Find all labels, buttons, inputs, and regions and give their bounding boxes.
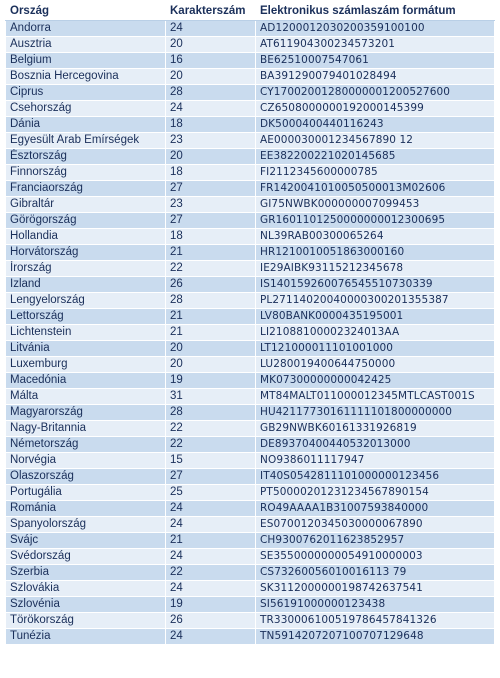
table-row — [6, 405, 495, 421]
length-cell: 20 — [166, 357, 256, 373]
header-row — [6, 3, 495, 21]
format-cell: SI56191000000123438 — [256, 597, 495, 613]
table-row — [6, 581, 495, 597]
length-cell: 27 — [166, 469, 256, 485]
country-cell: Finnország — [6, 165, 166, 181]
length-cell: 28 — [166, 85, 256, 101]
length-cell: 23 — [166, 197, 256, 213]
table-row — [6, 37, 495, 53]
table-row — [6, 533, 495, 549]
format-cell: LU280019400644750000 — [256, 357, 495, 373]
country-cell: Bosznia Hercegovina — [6, 69, 166, 85]
iban-table-container — [5, 2, 494, 645]
country-cell: Szerbia — [6, 565, 166, 581]
format-cell: FI2112345600000785 — [256, 165, 495, 181]
format-cell: LV80BANK0000435195001 — [256, 309, 495, 325]
format-cell: BA391290079401028494 — [256, 69, 495, 85]
length-cell: 21 — [166, 245, 256, 261]
length-cell: 31 — [166, 389, 256, 405]
format-cell: NL39RAB00300065264 — [256, 229, 495, 245]
format-cell: MT84MALT011000012345MTLCAST001S — [256, 389, 495, 405]
table-row — [6, 21, 495, 37]
format-cell: SK3112000000198742637541 — [256, 581, 495, 597]
length-cell: 28 — [166, 293, 256, 309]
table-row — [6, 133, 495, 149]
table-row — [6, 293, 495, 309]
country-cell: Belgium — [6, 53, 166, 69]
format-cell: ES0700120345030000067890 — [256, 517, 495, 533]
length-cell: 18 — [166, 117, 256, 133]
table-row — [6, 341, 495, 357]
length-cell: 15 — [166, 453, 256, 469]
format-cell: IE29AIBK93115212345678 — [256, 261, 495, 277]
length-cell: 20 — [166, 341, 256, 357]
country-cell: Litvánia — [6, 341, 166, 357]
table-row — [6, 101, 495, 117]
format-cell: TR330006100519786457841326 — [256, 613, 495, 629]
length-cell: 22 — [166, 565, 256, 581]
length-cell: 27 — [166, 181, 256, 197]
country-cell: Norvégia — [6, 453, 166, 469]
country-cell: Tunézia — [6, 629, 166, 645]
length-cell: 23 — [166, 133, 256, 149]
country-cell: Andorra — [6, 21, 166, 37]
country-cell: Magyarország — [6, 405, 166, 421]
length-cell: 16 — [166, 53, 256, 69]
country-cell: Olaszország — [6, 469, 166, 485]
table-row — [6, 517, 495, 533]
format-cell: PT50000201231234567890154 — [256, 485, 495, 501]
length-cell: 24 — [166, 629, 256, 645]
country-cell: Lengyelország — [6, 293, 166, 309]
length-cell: 24 — [166, 549, 256, 565]
country-cell: Ausztria — [6, 37, 166, 53]
table-row — [6, 149, 495, 165]
format-cell: DK5000400440116243 — [256, 117, 495, 133]
country-cell: Hollandia — [6, 229, 166, 245]
length-cell: 28 — [166, 405, 256, 421]
country-cell: Macedónia — [6, 373, 166, 389]
length-cell: 25 — [166, 485, 256, 501]
table-row — [6, 325, 495, 341]
format-cell: LT121000011101001000 — [256, 341, 495, 357]
country-cell: Törökország — [6, 613, 166, 629]
table-row — [6, 53, 495, 69]
length-cell: 18 — [166, 165, 256, 181]
format-cell: AD1200012030200359100100 — [256, 21, 495, 37]
table-row — [6, 165, 495, 181]
header-length: Karakterszám — [166, 3, 256, 21]
format-cell: HU42117730161111101800000000 — [256, 405, 495, 421]
country-cell: Izland — [6, 277, 166, 293]
table-row — [6, 613, 495, 629]
length-cell: 19 — [166, 597, 256, 613]
length-cell: 20 — [166, 69, 256, 85]
table-row — [6, 309, 495, 325]
length-cell: 24 — [166, 101, 256, 117]
format-cell: AE000030001234567890 12 — [256, 133, 495, 149]
table-row — [6, 117, 495, 133]
length-cell: 24 — [166, 501, 256, 517]
length-cell: 20 — [166, 149, 256, 165]
table-row — [6, 85, 495, 101]
format-cell: FR1420041010050500013M02606 — [256, 181, 495, 197]
header-format: Elektronikus számlaszám formátum — [256, 3, 495, 21]
length-cell: 24 — [166, 21, 256, 37]
table-row — [6, 245, 495, 261]
format-cell: AT611904300234573201 — [256, 37, 495, 53]
country-cell: Luxemburg — [6, 357, 166, 373]
length-cell: 21 — [166, 309, 256, 325]
format-cell: MK07300000000042425 — [256, 373, 495, 389]
format-cell: PL27114020040000300201355387 — [256, 293, 495, 309]
table-row — [6, 357, 495, 373]
table-row — [6, 421, 495, 437]
country-cell: Spanyolország — [6, 517, 166, 533]
country-cell: Dánia — [6, 117, 166, 133]
length-cell: 21 — [166, 533, 256, 549]
length-cell: 24 — [166, 517, 256, 533]
format-cell: EE382200221020145685 — [256, 149, 495, 165]
country-cell: Portugália — [6, 485, 166, 501]
country-cell: Lichtenstein — [6, 325, 166, 341]
country-cell: Egyesült Arab Emírségek — [6, 133, 166, 149]
country-cell: Szlovénia — [6, 597, 166, 613]
table-row — [6, 549, 495, 565]
length-cell: 22 — [166, 421, 256, 437]
table-row — [6, 565, 495, 581]
country-cell: Görögország — [6, 213, 166, 229]
header-country: Ország — [6, 3, 166, 21]
country-cell: Ciprus — [6, 85, 166, 101]
format-cell: CY17002001280000001200527600 — [256, 85, 495, 101]
length-cell: 26 — [166, 613, 256, 629]
table-row — [6, 437, 495, 453]
table-header — [6, 3, 495, 21]
length-cell: 27 — [166, 213, 256, 229]
length-cell: 18 — [166, 229, 256, 245]
country-cell: Lettország — [6, 309, 166, 325]
table-row — [6, 229, 495, 245]
table-row — [6, 389, 495, 405]
format-cell: DE89370400440532013000 — [256, 437, 495, 453]
format-cell: HR1210010051863000160 — [256, 245, 495, 261]
format-cell: IT40S0542811101000000123456 — [256, 469, 495, 485]
format-cell: GI75NWBK000000007099453 — [256, 197, 495, 213]
length-cell: 22 — [166, 437, 256, 453]
table-row — [6, 261, 495, 277]
format-cell: TN5914207207100707129648 — [256, 629, 495, 645]
format-cell: IS140159260076545510730339 — [256, 277, 495, 293]
table-row — [6, 597, 495, 613]
country-cell: Gibraltár — [6, 197, 166, 213]
country-cell: Horvátország — [6, 245, 166, 261]
table-row — [6, 213, 495, 229]
length-cell: 19 — [166, 373, 256, 389]
table-row — [6, 501, 495, 517]
format-cell: CZ6508000000192000145399 — [256, 101, 495, 117]
table-row — [6, 373, 495, 389]
table-row — [6, 277, 495, 293]
format-cell: RO49AAAA1B31007593840000 — [256, 501, 495, 517]
country-cell: Franciaország — [6, 181, 166, 197]
country-cell: Szlovákia — [6, 581, 166, 597]
table-row — [6, 469, 495, 485]
length-cell: 21 — [166, 325, 256, 341]
format-cell: LI21088100002324013AA — [256, 325, 495, 341]
country-cell: Nagy-Britannia — [6, 421, 166, 437]
country-cell: Svájc — [6, 533, 166, 549]
length-cell: 26 — [166, 277, 256, 293]
format-cell: CS73260056010016113 79 — [256, 565, 495, 581]
format-cell: NO9386011117947 — [256, 453, 495, 469]
format-cell: GB29NWBK60161331926819 — [256, 421, 495, 437]
format-cell: CH9300762011623852957 — [256, 533, 495, 549]
format-cell: SE3550000000054910000003 — [256, 549, 495, 565]
format-cell: BE62510007547061 — [256, 53, 495, 69]
length-cell: 20 — [166, 37, 256, 53]
country-cell: Írország — [6, 261, 166, 277]
length-cell: 22 — [166, 261, 256, 277]
table-row — [6, 181, 495, 197]
format-cell: GR1601101250000000012300695 — [256, 213, 495, 229]
country-cell: Észtország — [6, 149, 166, 165]
table-row — [6, 453, 495, 469]
table-row — [6, 485, 495, 501]
country-cell: Svédország — [6, 549, 166, 565]
country-cell: Csehország — [6, 101, 166, 117]
length-cell: 24 — [166, 581, 256, 597]
table-row — [6, 197, 495, 213]
table-body — [6, 21, 495, 645]
table-row — [6, 629, 495, 645]
table-row — [6, 69, 495, 85]
country-cell: Málta — [6, 389, 166, 405]
iban-format-table — [5, 2, 495, 645]
country-cell: Románia — [6, 501, 166, 517]
country-cell: Németország — [6, 437, 166, 453]
